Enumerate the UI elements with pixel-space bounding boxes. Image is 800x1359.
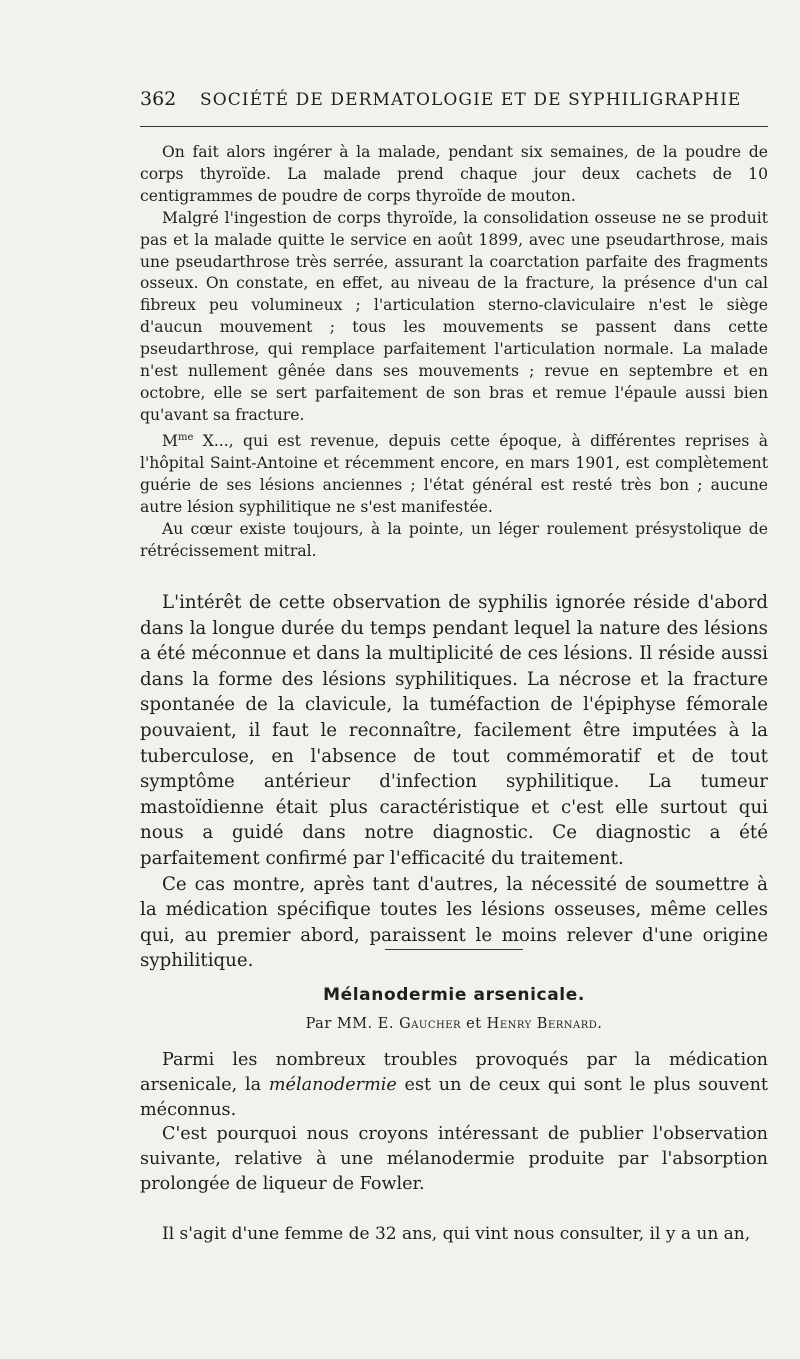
byline	[140, 1016, 768, 1032]
emphasis: mélanodermie	[268, 1074, 397, 1095]
section-title: Mélanodermie arsenicale.	[323, 985, 585, 1005]
paragraph: Il s'agit d'une femme de 32 ans, qui vint nous consulter, il y a un an,	[162, 1224, 751, 1244]
paragraph-text: Parmi les nombreux troubles provoqués par la médication arsenicale, la	[140, 1050, 768, 1095]
paragraph-text: est un de ceux qui sont le plus souvent méconnus.	[140, 1074, 769, 1120]
section-separator	[385, 949, 523, 950]
running-header	[140, 88, 768, 110]
observation-text	[140, 142, 768, 562]
paragraph	[140, 1048, 768, 1122]
paragraph: On fait alors ingérer à la malade, pendant six semaines, de la poudre de corps thyroïde. La malade prend chaque jour deux cachets de 10 centigrammes de poudre de corps thyroïde de mouton.	[140, 143, 768, 205]
paragraph	[140, 427, 768, 519]
title-abbrev-sup: me	[177, 431, 194, 443]
page-number: 362	[140, 88, 177, 110]
byline-prefix: Par MM. E.	[305, 1016, 394, 1032]
discussion-text	[140, 590, 768, 974]
author-name: Gaucher	[399, 1016, 462, 1032]
paragraph: Ce cas montre, après tant d'autres, la nécessité de soumettre à la médication spécifique toutes les lésions osseuses, même celles qui, au premier abord, paraissent le moins relever d'une origine syphilitique.	[140, 873, 768, 972]
running-title: SOCIÉTÉ DE DERMATOLOGIE ET DE SYPHILIGRAPHIE	[200, 90, 742, 110]
paragraph: Au cœur existe toujours, à la pointe, un léger roulement présystolique de rétrécissement mitral.	[140, 519, 768, 560]
header-rule	[140, 126, 768, 127]
title-abbrev: M	[162, 431, 178, 450]
author-name: Henry Bernard.	[486, 1016, 603, 1032]
paragraph: Malgré l'ingestion de corps thyroïde, la consolidation osseuse ne se produit pas et la malade quitte le service en août 1899, avec une pseudarthrose, mais une pseudarthrose très serrée, assurant la coarctation parfaite des fragments osseux. On constate, en effet, au niveau de la fracture, la présence d'un cal fibreux peu volumineux ; l'articulation sterno-claviculaire n'est le siège d'aucun mouvement ; tous les mouvements se passent dans cette pseudarthrose, qui remplace parfaitement l'articulation normale. La malade n'est nullement gênée dans ses mouvements ; revue en septembre et en octobre, elle se sert parfaitement de son bras et remue l'épaule aussi bien qu'avant sa fracture.	[140, 208, 768, 424]
paragraph: C'est pourquoi nous croyons intéressant de publier l'observation suivante, relative à une mélanodermie produite par l'absorption prolongée de liqueur de Fowler.	[140, 1124, 768, 1194]
paragraph: L'intérêt de cette observation de syphilis ignorée réside d'abord dans la longue durée du temps pendant lequel la nature des lésions a été méconnue et dans la multiplicité de ces lésions. Il réside aussi dans la forme des lésions syphilitiques. La nécrose et la fracture spontanée de la clavicule, la tuméfaction de l'épiphyse fémorale pouvaient, il faut le reconnaître, facilement être imputées à la tuberculose, en l'absence de tout commémoratif et de tout symptôme antérieur d'infection syphilitique. La tumeur mastoïdienne était plus caractéristique et c'est elle surtout qui nous a guidé dans notre diagnostic. Ce diagnostic a été parfaitement confirmé par l'efficacité du traitement.	[140, 592, 768, 869]
byline-and: et	[466, 1016, 482, 1032]
section-body	[140, 1048, 768, 1197]
section-body-continued	[140, 1222, 768, 1246]
paragraph-text: X..., qui est revenue, depuis cette époque, à différentes reprises à l'hôpital Saint-Antoine et récemment encore, en mars 1901, est complètement guérie de ses lésions anciennes ; l'état général est resté très bon ; aucune autre lésion syphilitique ne s'est manifestée.	[140, 431, 768, 516]
